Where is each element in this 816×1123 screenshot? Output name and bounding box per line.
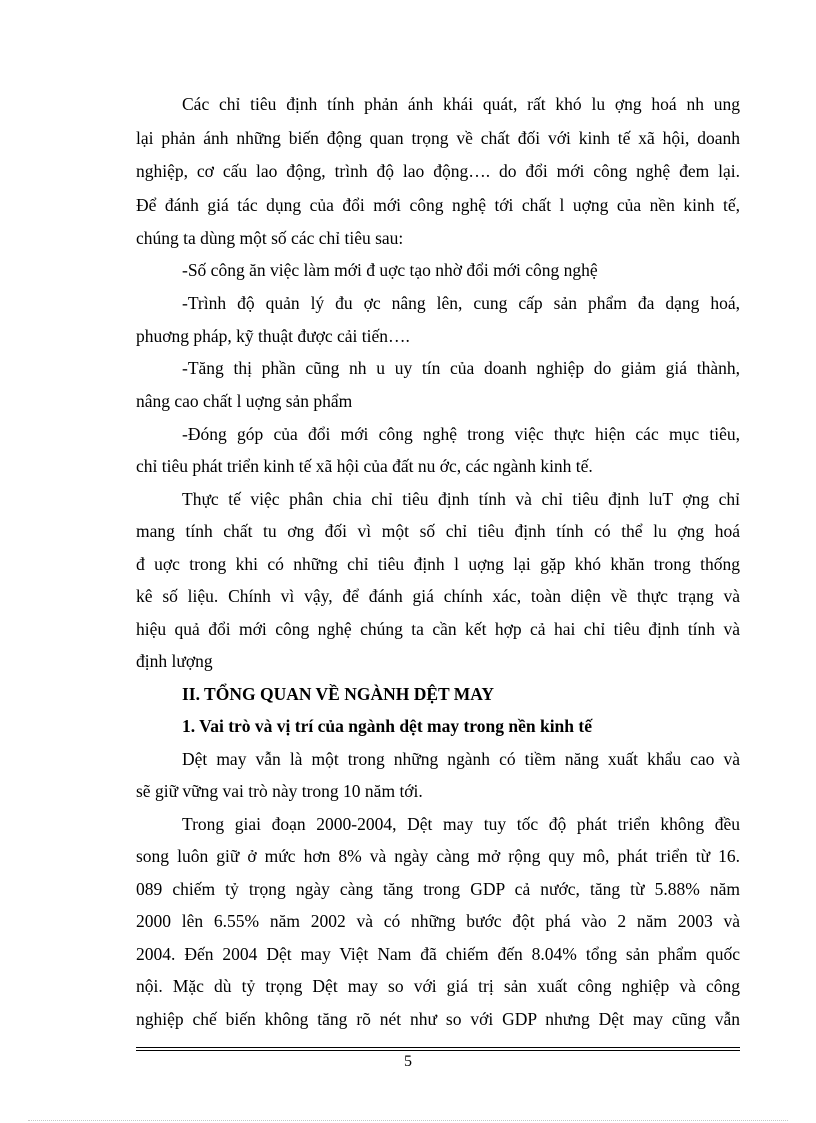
text-line: -Đóng góp của đổi mới công nghệ trong việc thực hiện các mục tiêu, xyxy=(182,424,740,444)
text-line: hiệu quả đổi mới công nghệ chúng ta cần kết hợp cả hai chỉ tiêu định tính và xyxy=(136,619,740,639)
text-line: nâng cao chất l uợng sản phẩm xyxy=(136,391,353,411)
text-line: Dệt may vẫn là một trong những ngành có tiềm năng xuất khẩu cao và xyxy=(182,749,740,769)
text-line: -Trình độ quản lý đu ợc nâng lên, cung cấp sản phẩm đa dạng hoá, xyxy=(182,293,740,313)
text-line: mang tính chất tu ơng đối vì một số chỉ tiêu định tính có thể lu ợng hoá xyxy=(136,521,740,541)
text-line: -Tăng thị phần cũng nh u uy tín của doanh nghiệp do giảm giá thành, xyxy=(182,358,740,378)
section-heading: II. TỔNG QUAN VỀ NGÀNH DỆT MAY xyxy=(182,684,494,704)
text-line: 2004. Đến 2004 Dệt may Việt Nam đã chiếm đến 8.04% tổng sản phẩm quốc xyxy=(136,944,740,964)
text-line: phuơng pháp, kỹ thuật được cải tiến…. xyxy=(136,326,410,346)
text-line: nghiệp, cơ cấu lao động, trình độ lao động…. do đổi mới công nghệ đem lại. xyxy=(136,161,740,181)
footer-rule-bottom xyxy=(136,1050,740,1051)
text-line: kê số liệu. Chính vì vậy, để đánh giá chính xác, toàn diện về thực trạng và xyxy=(136,586,740,606)
text-line: song luôn giữ ở mức hơn 8% và ngày càng mở rộng quy mô, phát triển từ 16. xyxy=(136,846,740,866)
page-edge-dotted-line xyxy=(28,1120,788,1121)
subsection-heading: 1. Vai trò và vị trí của ngành dệt may trong nền kinh tế xyxy=(182,716,592,736)
text-line: Các chỉ tiêu định tính phản ánh khái quát, rất khó lu ợng hoá nh ung xyxy=(182,94,740,114)
text-line: Thực tế việc phân chia chỉ tiêu định tính và chỉ tiêu định luT ợng chỉ xyxy=(182,489,740,509)
text-line: Trong giai đoạn 2000-2004, Dệt may tuy tốc độ phát triển không đều xyxy=(182,814,740,834)
text-line: -Số công ăn việc làm mới đ uợc tạo nhờ đổi mới công nghệ xyxy=(182,260,598,280)
text-line: 089 chiếm tỷ trọng ngày càng tăng trong GDP cả nước, tăng từ 5.88% năm xyxy=(136,879,740,899)
page-number: 5 xyxy=(404,1053,412,1070)
text-line: chúng ta dùng một số các chỉ tiêu sau: xyxy=(136,228,404,248)
footer-rule-top xyxy=(136,1047,740,1048)
text-line: sẽ giữ vững vai trò này trong 10 năm tới. xyxy=(136,781,423,801)
text-line: 2000 lên 6.55% năm 2002 và có những bước đột phá vào 2 năm 2003 và xyxy=(136,911,740,931)
text-line: định lượng xyxy=(136,651,213,671)
text-line: Để đánh giá tác dụng của đổi mới công nghệ tới chất l uợng của nền kinh tế, xyxy=(136,195,740,215)
text-line: nghiệp chế biến không tăng rõ nét như so với GDP nhưng Dệt may cũng vẫn xyxy=(136,1009,740,1029)
text-line: lại phản ánh những biến động quan trọng về chất đối với kinh tế xã hội, doanh xyxy=(136,128,740,148)
text-line: đ uợc trong khi có những chỉ tiêu định l uợng lại gặp khó khăn trong thống xyxy=(136,554,740,574)
text-line: nội. Mặc dù tỷ trọng Dệt may so với giá trị sản xuất công nghiệp và công xyxy=(136,976,740,996)
text-line: chỉ tiêu phát triển kinh tế xã hội của đất nu ớc, các ngành kinh tế. xyxy=(136,456,593,476)
